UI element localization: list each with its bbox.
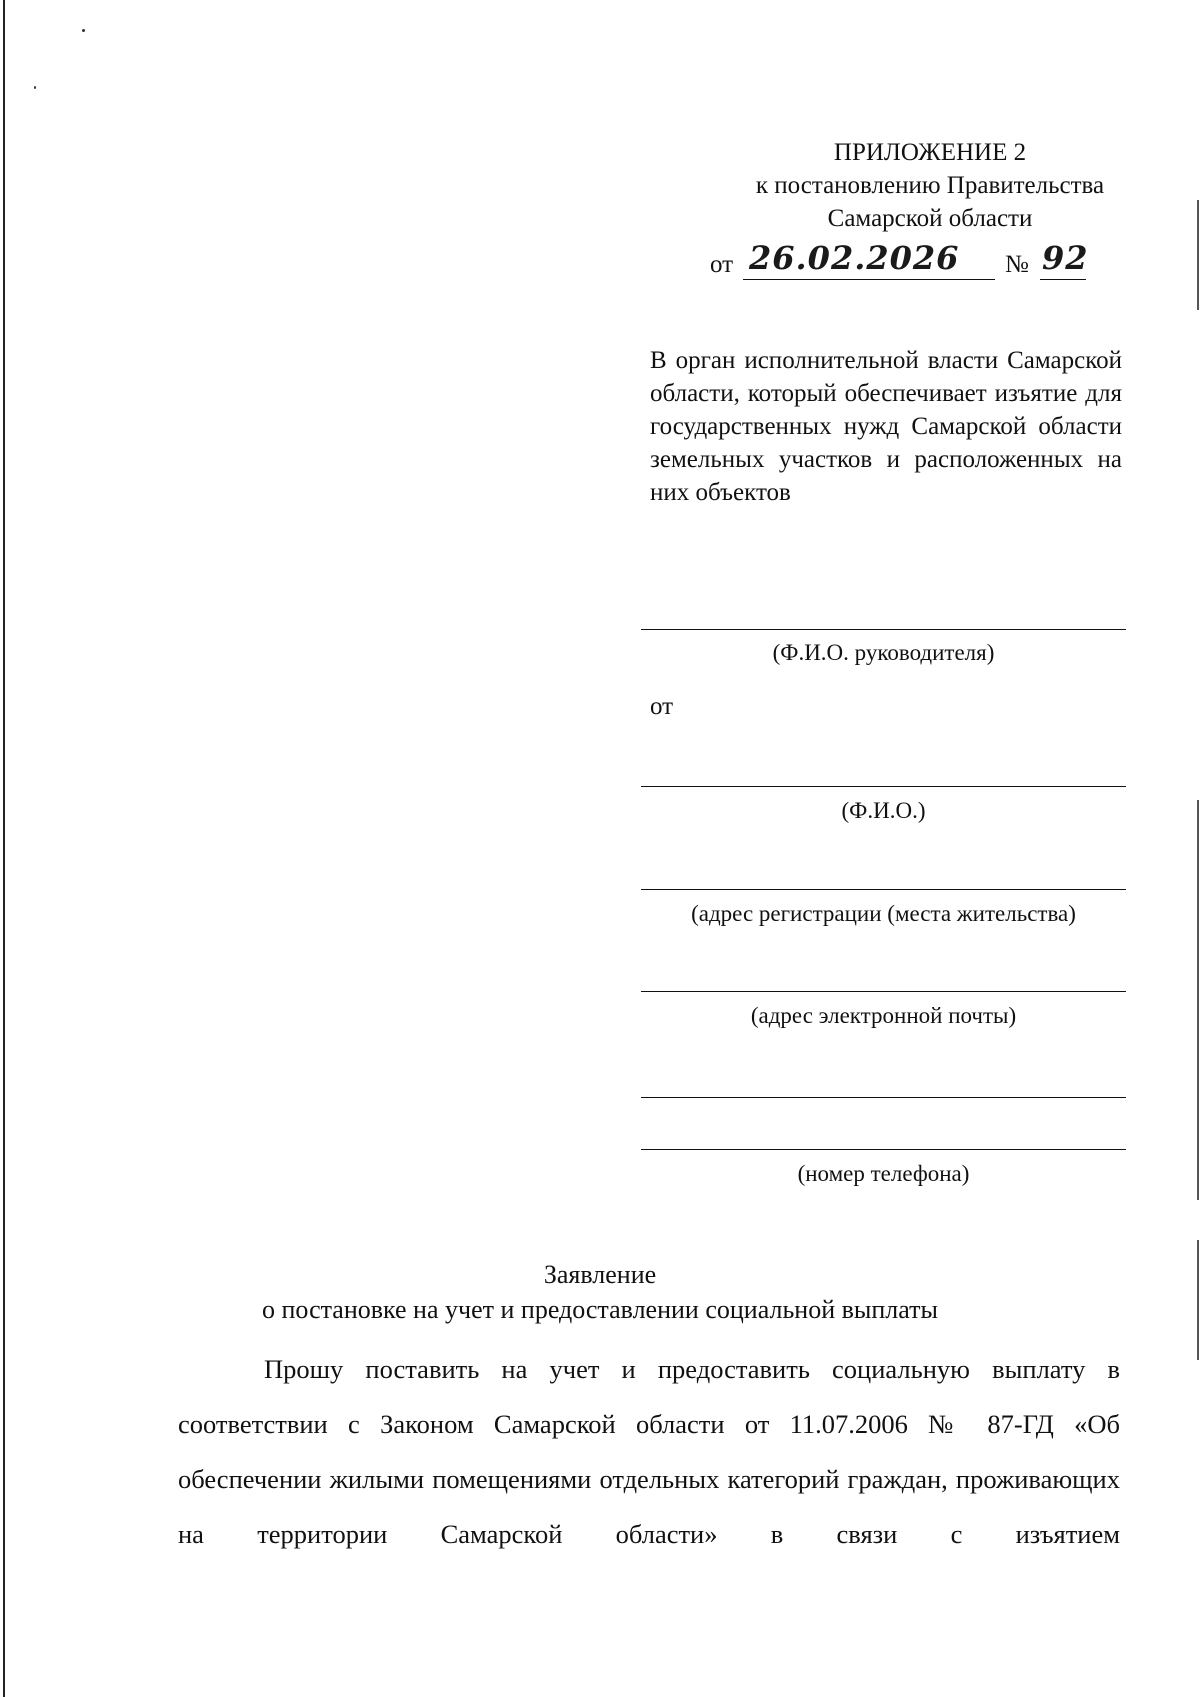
head-name-line xyxy=(641,629,1126,630)
scan-speck xyxy=(82,29,85,32)
statement-body xyxy=(178,1342,1120,1562)
annex-ordinance-line: к постановлению Правительства xyxy=(755,172,1105,199)
annex-title: ПРИЛОЖЕНИЕ 2 xyxy=(833,139,1027,166)
ordinance-date-field xyxy=(743,239,995,280)
email-line xyxy=(641,991,1126,992)
handwritten-number: 92 xyxy=(1042,239,1089,277)
address-caption: (адрес регистрации (места жительства) xyxy=(691,901,1076,926)
statement-title: Заявление xyxy=(543,1260,657,1289)
applicant-name-caption: (Ф.И.О.) xyxy=(841,798,926,823)
annex-region-line: Самарской области xyxy=(827,205,1033,232)
scan-speck xyxy=(34,86,36,89)
scan-right-edge xyxy=(1197,200,1199,310)
statement-subtitle: о постановке на учет и предоставлении социальной выплаты xyxy=(262,1295,938,1324)
ordinance-date-number xyxy=(710,239,1090,289)
scan-left-edge xyxy=(3,0,5,1697)
ordinance-number-field xyxy=(1040,239,1089,280)
applicant-name-line xyxy=(641,786,1126,787)
applicant-from-label: от xyxy=(650,693,674,720)
head-name-caption: (Ф.И.О. руководителя) xyxy=(772,640,995,665)
addressee-block: В орган исполнительной власти Самарской области, который обеспечивает изъятие для государственных нужд Самарской области земельных участков и расположенных на них объектов xyxy=(650,347,1122,506)
phone-caption: (номер телефона) xyxy=(797,1161,970,1186)
address-line xyxy=(641,889,1126,890)
ordinance-from-label: от xyxy=(710,251,734,278)
statement-body-text: Прошу поставить на учет и предоставить социальную выплату в соответствии с Законом Самарской области от 11.07.2006 № 87-ГД «Об обеспечении жилыми помещениями отдельных категорий граждан, проживающих на территории Самарской области» в связи с изъятием xyxy=(178,1354,1120,1549)
annex-header xyxy=(680,136,1180,235)
scan-right-edge xyxy=(1197,800,1199,1200)
phone-line xyxy=(641,1149,1126,1150)
extra-line xyxy=(641,1097,1126,1098)
ordinance-number-label: № xyxy=(1005,251,1029,278)
email-caption: (адрес электронной почты) xyxy=(750,1003,1017,1028)
handwritten-date: 26.02.2026 xyxy=(749,239,960,277)
